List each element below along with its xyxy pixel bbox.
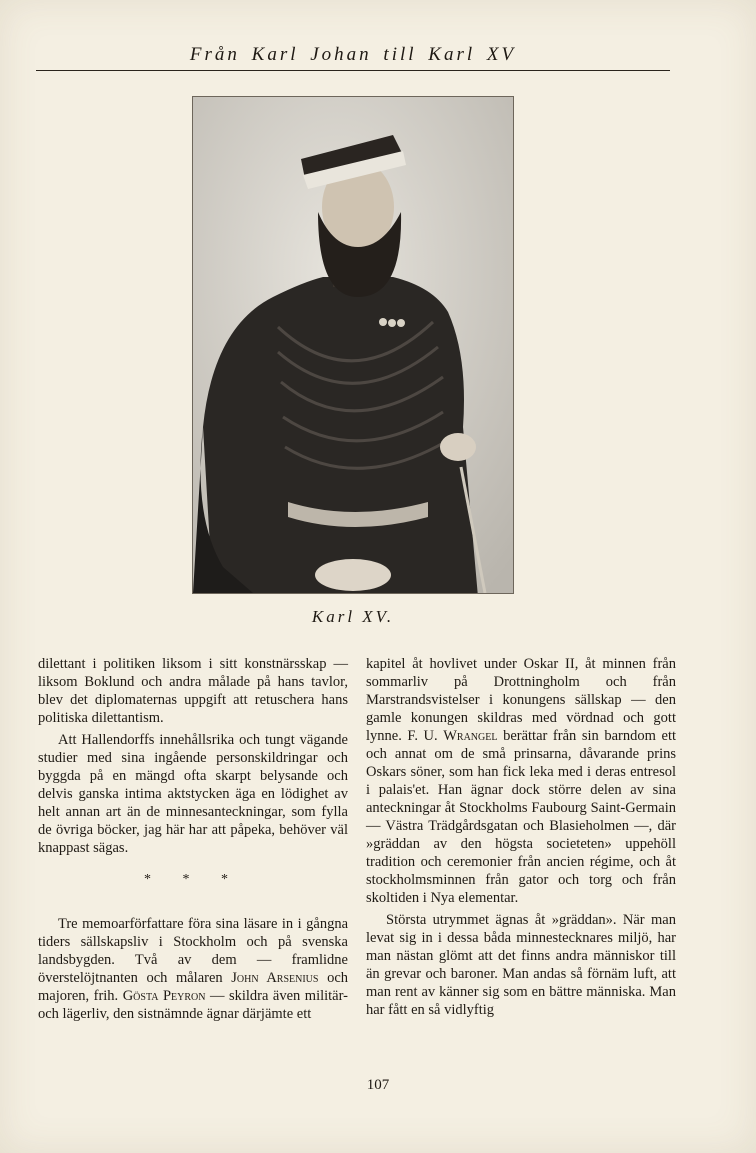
- person-name: Gösta Peyron: [122, 988, 206, 1004]
- person-name: John Arsenius: [231, 970, 319, 986]
- paragraph: dilettant i politiken liksom i sitt konstnärsskap — liksom Boklund och andra målade på hans tavlor, blev det diplomaternas uppgift att retuschera hans politiska dilettantism.: [38, 656, 348, 726]
- header-rule: [36, 70, 670, 71]
- paragraph: kapitel åt hovlivet under Oskar II, åt minnen från sommarliv på Drottningholm och från Marstrandsvistelser i konungens sällskap — den gamle konungen skildras med vördnad och gott lynne. F. U. Wrangel berättar från sin barndom ett och annat om de små prinsarna, dåvarande prins Oskars söner, som han fick leka med i deras entresol i palais'et. Han ägnar dock större delen av sina anteckningar åt Stockholms Faubourg Saint-Germain — Västra Trädgårdsgatan och Blasieholmen —, där »gräddan av den högsta societeten» uppehöll tradition och ceremonier från ancien régime, och åt stockholmsminnen från gator och torg och från skoltiden i Nya elementar.: [366, 656, 676, 906]
- paragraph: Att Hallendorffs innehållsrika och tungt vägande studier med sina ingående personskildringar och byggda på en mängd ofta skarpt belysande och delvis ganska intima aktstycken äga en lödighet av helt annan art än de minnesanteckningar, som fylla de övriga böcker, jag här har att påpeka, behöver väl knappast sägas.: [38, 732, 348, 856]
- portrait-photograph: [192, 96, 514, 594]
- running-title: Från Karl Johan till Karl XV: [189, 44, 517, 65]
- left-column: [38, 655, 348, 1023]
- portrait-illustration: [193, 97, 513, 593]
- right-column: [366, 655, 676, 1019]
- section-separator: * * *: [144, 872, 242, 887]
- page-number: 107: [366, 1077, 390, 1093]
- figure-caption: Karl XV.: [311, 607, 395, 626]
- person-name: Wrangel: [443, 728, 498, 744]
- paragraph: Största utrymmet ägnas åt »gräddan». När man levat sig in i dessa båda minnestecknares miljö, har man nästan glömt att det finns andra människor till än grevar och baroner. Man andas så förnäm luft, att man rent av känner sig som en bättre människa. Man har fått en så vidlyftig: [366, 912, 676, 1018]
- paragraph: Tre memoarförfattare föra sina läsare in i gångna tiders sällskapsliv i Stockholm och på svenska landsbygden. Två av dem — framlidne överstelöjtnanten och målaren John Arsenius och majoren, frih. Gösta Peyron — skildra även militär- och lägerliv, den sistnämnde ägnar därjämte ett: [38, 916, 349, 1022]
